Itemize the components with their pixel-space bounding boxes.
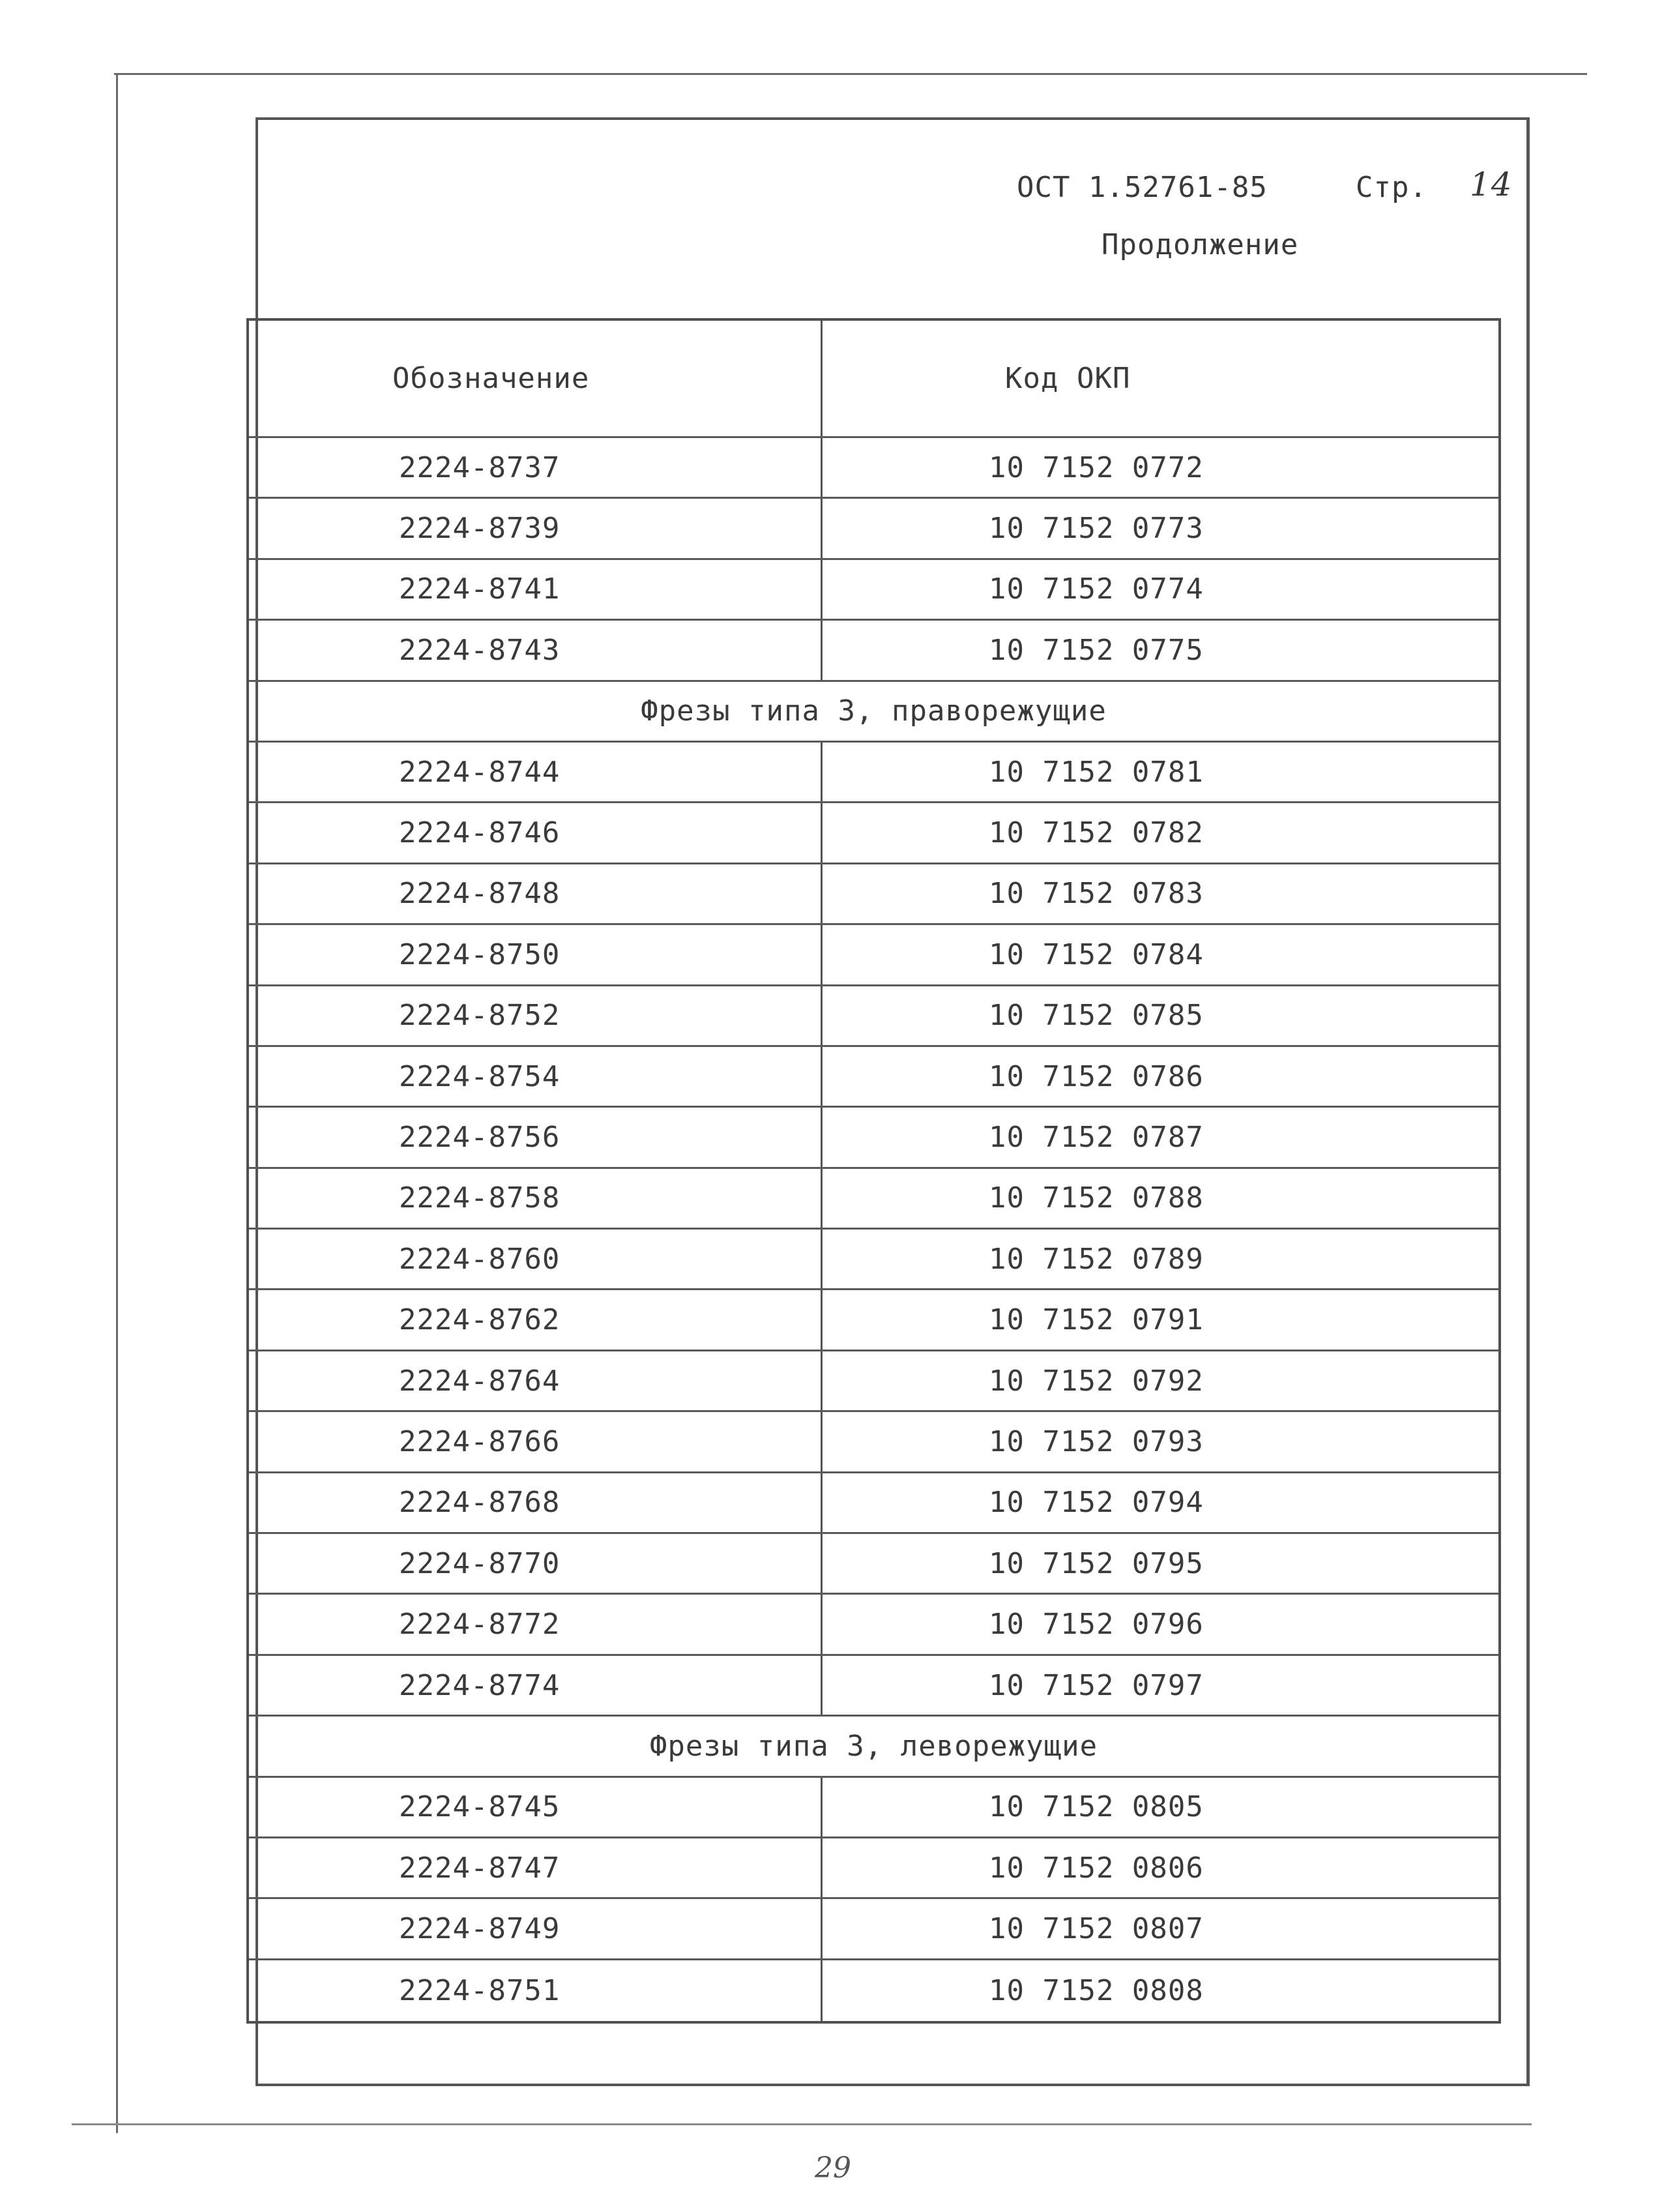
continuation-label: Продолжение [1101,228,1299,261]
table-row [249,1230,1498,1290]
table-row [249,1108,1498,1168]
okp-code-cell: 10 7152 0792 [989,1364,1204,1398]
okp-code-cell: 10 7152 0796 [989,1608,1204,1642]
designation-cell: 2224-8772 [249,1595,823,1653]
table-row [249,1351,1498,1412]
okp-code-cell: 10 7152 0784 [989,937,1204,971]
designation-cell: 2224-8768 [249,1473,823,1532]
designation-cell: 2224-8744 [249,743,823,801]
designation-cell: 2224-8751 [249,1960,823,2021]
table-row [249,560,1498,621]
okp-code-cell: 10 7152 0787 [989,1120,1204,1154]
page-number: 14 [1470,166,1513,203]
column-header-okp-code: Код ОКП [1005,362,1131,395]
okp-code-cell: 10 7152 0807 [989,1912,1204,1946]
table-row [249,1290,1498,1351]
table-row [249,1534,1498,1595]
designation-cell: 2224-8764 [249,1351,823,1410]
code-table [246,318,1501,2024]
page-label: Стр. [1356,171,1427,204]
column-header-designation: Обозначение [249,321,823,436]
designation-cell: 2224-8754 [249,1047,823,1106]
okp-code-cell: 10 7152 0783 [989,877,1204,911]
okp-code-cell: 10 7152 0774 [989,572,1204,606]
table-row [249,986,1498,1047]
okp-code-cell: 10 7152 0772 [989,450,1204,484]
designation-cell: 2224-8749 [249,1899,823,1958]
table-section-row [249,1717,1498,1777]
okp-code-cell: 10 7152 0785 [989,999,1204,1033]
table-row [249,1960,1498,2021]
table-header-row [249,321,1498,438]
designation-cell: 2224-8760 [249,1230,823,1288]
okp-code-cell: 10 7152 0773 [989,512,1204,546]
okp-code-cell: 10 7152 0789 [989,1242,1204,1276]
table-row [249,1838,1498,1899]
okp-code-cell: 10 7152 0794 [989,1486,1204,1520]
section-title: Фрезы типа 3, леворежущие [649,1729,1098,1763]
footer-page-number: 29 [815,2151,851,2185]
designation-cell: 2224-8741 [249,560,823,619]
table-row [249,864,1498,925]
okp-code-cell: 10 7152 0781 [989,755,1204,789]
table-row [249,803,1498,864]
table-row [249,743,1498,803]
table-row [249,925,1498,986]
table-row [249,1473,1498,1534]
table-row [249,499,1498,559]
okp-code-cell: 10 7152 0793 [989,1424,1204,1458]
okp-code-cell: 10 7152 0775 [989,633,1204,667]
designation-cell: 2224-8758 [249,1169,823,1228]
section-title: Фрезы типа 3, праворежущие [641,694,1107,728]
okp-code-cell: 10 7152 0797 [989,1668,1204,1702]
sheet-border-top [114,73,1587,75]
designation-cell: 2224-8746 [249,803,823,862]
table-row [249,1899,1498,1960]
okp-code-cell: 10 7152 0782 [989,816,1204,850]
table-row [249,621,1498,681]
designation-cell: 2224-8762 [249,1290,823,1349]
sheet-border-bottom [72,2123,1532,2125]
table-body [249,438,1498,2021]
okp-code-cell: 10 7152 0788 [989,1181,1204,1215]
okp-code-cell: 10 7152 0795 [989,1546,1204,1580]
okp-code-cell: 10 7152 0805 [989,1790,1204,1824]
table-row [249,1412,1498,1473]
designation-cell: 2224-8739 [249,499,823,557]
okp-code-cell: 10 7152 0808 [989,1973,1204,2007]
sheet-border-left [116,73,118,2133]
designation-cell: 2224-8756 [249,1108,823,1166]
okp-code-cell: 10 7152 0806 [989,1851,1204,1885]
designation-cell: 2224-8766 [249,1412,823,1471]
designation-cell: 2224-8745 [249,1778,823,1836]
okp-code-cell: 10 7152 0791 [989,1303,1204,1337]
table-row [249,1047,1498,1108]
designation-cell: 2224-8750 [249,925,823,984]
table-row [249,438,1498,499]
okp-code-cell: 10 7152 0786 [989,1059,1204,1093]
designation-cell: 2224-8770 [249,1534,823,1593]
designation-cell: 2224-8774 [249,1656,823,1715]
table-section-row [249,682,1498,743]
designation-cell: 2224-8747 [249,1838,823,1897]
designation-cell: 2224-8743 [249,621,823,679]
document-code: ОСТ 1.52761-85 [1017,171,1268,204]
designation-cell: 2224-8748 [249,864,823,923]
table-row [249,1656,1498,1717]
designation-cell: 2224-8737 [249,438,823,497]
table-row [249,1778,1498,1838]
designation-cell: 2224-8752 [249,986,823,1045]
table-row [249,1169,1498,1230]
table-row [249,1595,1498,1655]
